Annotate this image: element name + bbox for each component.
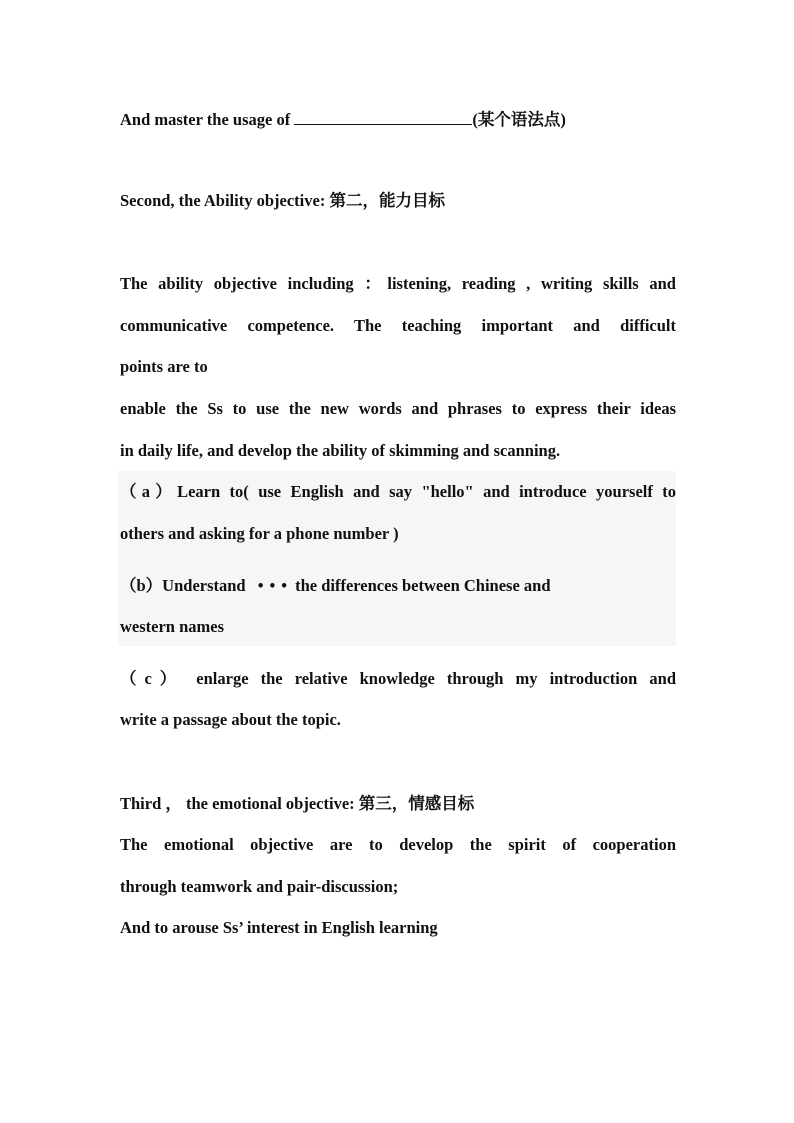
list-item-b-line-1 [120, 576, 676, 596]
list-item-b-line-2: western names [120, 617, 225, 636]
list-item-b-text: the differences between Chinese and [295, 576, 551, 595]
list-item-a-line-2: others and asking for a phone number ) [120, 524, 399, 543]
ability-objective-heading: Second, the Ability objective: 第二，能力目标 [120, 191, 445, 210]
ability-paragraph-line-1: The ability objective including ：listening, reading , writing skills and [120, 274, 676, 293]
emotional-paragraph-line-3: And to arouse Ss’ interest in English learning [120, 918, 438, 937]
emotional-paragraph-line-1: The emotional objective are to develop the spirit of cooperation [120, 835, 676, 854]
grammar-usage-line [120, 108, 676, 130]
fill-in-blank [294, 108, 472, 125]
ability-paragraph-line-2: communicative competence. The teaching important and difficult [120, 316, 676, 335]
ability-paragraph-line-5: in daily life, and develop the ability of skimming and scanning. [120, 441, 561, 460]
list-item-a-line-1: （a）Learn to( use English and say "hello" and introduce yourself to [120, 482, 676, 501]
ellipsis-dots: ••• [257, 576, 294, 595]
emotional-paragraph-line-2: through teamwork and pair-discussion; [120, 877, 399, 896]
grammar-point-note: (某个语法点) [472, 110, 566, 129]
emotional-objective-heading: Third ， the emotional objective: 第三，情感目标 [120, 794, 475, 813]
ability-paragraph-line-3: points are to [120, 357, 208, 376]
ability-paragraph-line-4: enable the Ss to use the new words and phrases to express their ideas [120, 399, 676, 418]
list-item-c-line-1: （c） enlarge the relative knowledge through my introduction and [120, 669, 676, 688]
list-item-c-line-2: write a passage about the topic. [120, 710, 341, 729]
list-item-b-label: （b）Understand [120, 576, 250, 595]
grammar-usage-text: And master the usage of [120, 110, 295, 129]
